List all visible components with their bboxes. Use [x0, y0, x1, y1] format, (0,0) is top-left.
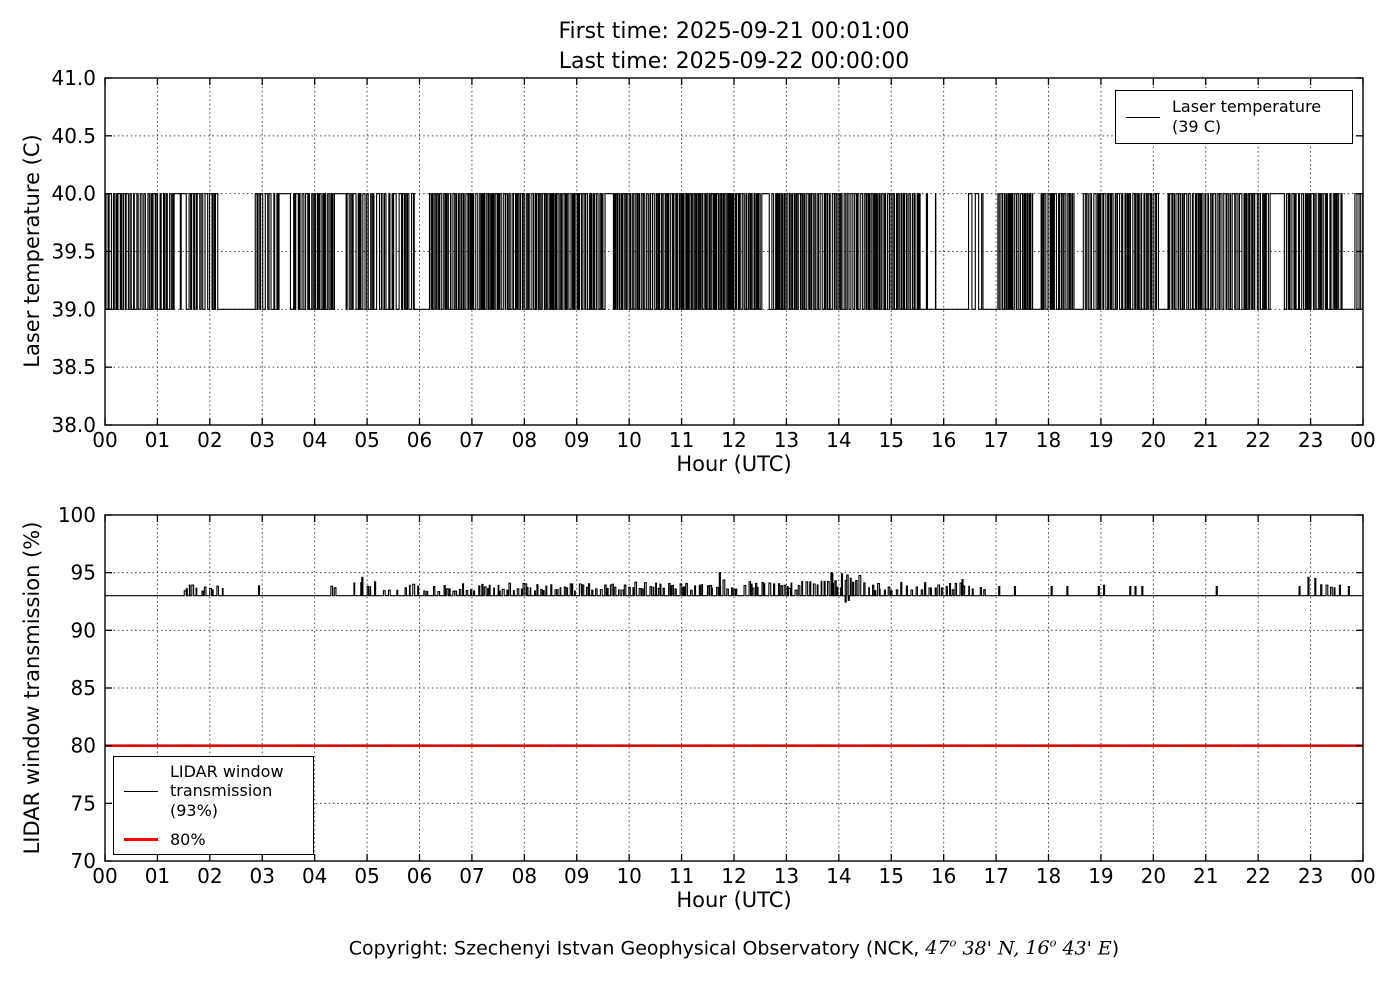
x-tick-label: 17 [983, 428, 1009, 452]
title-first-time: First time: 2025-09-21 00:01:00 [558, 19, 910, 44]
degree-sup: o [949, 936, 957, 950]
x-tick-label: 09 [564, 864, 590, 888]
degree-sup: o [1049, 936, 1057, 950]
top-chart-ylabel: Laser temperature (C) [20, 134, 44, 368]
x-tick-label: 19 [1088, 428, 1114, 452]
y-tick-label: 40.0 [51, 181, 96, 206]
legend-entry-laser-temperature [1126, 97, 1342, 136]
x-tick-label: 15 [878, 864, 904, 888]
black-line-sample-icon [1126, 117, 1160, 118]
x-tick-label: 05 [354, 864, 380, 888]
x-tick-label: 12 [721, 864, 747, 888]
y-tick-label: 70 [70, 849, 96, 873]
x-tick-label: 00 [92, 428, 118, 452]
title-last-time: Last time: 2025-09-22 00:00:00 [558, 49, 910, 75]
x-tick-label: 04 [301, 428, 328, 452]
x-tick-label: 08 [511, 428, 538, 452]
x-tick-label: 03 [249, 864, 275, 888]
x-tick-label: 17 [983, 864, 1009, 888]
x-tick-label: 18 [1035, 864, 1062, 888]
longitude-minutes: 43' E [1056, 937, 1112, 960]
y-tick-label: 80 [70, 733, 96, 758]
legend-label-line: (39 C) [1172, 117, 1222, 136]
x-tick-label: 15 [878, 428, 904, 452]
legend-label [170, 830, 206, 850]
x-tick-label: 11 [668, 428, 695, 452]
x-tick-label: 16 [930, 864, 957, 888]
legend-label-line: transmission [170, 781, 273, 801]
x-tick-label: 14 [826, 864, 852, 888]
x-tick-label: 20 [1140, 428, 1167, 452]
x-tick-label: 05 [354, 428, 380, 452]
y-tick-label: 38.0 [51, 413, 96, 437]
bottom-chart-legend [113, 756, 314, 855]
black-line-sample-icon [124, 791, 158, 792]
x-tick-label: 20 [1140, 864, 1167, 888]
longitude-degrees: 16$^o$ [1025, 936, 1057, 960]
y-tick-label: 39.5 [51, 239, 96, 264]
x-tick-label: 02 [197, 864, 223, 888]
red-line-sample-icon [124, 838, 158, 841]
y-tick-label: 95 [70, 560, 96, 585]
legend-label-line: 80% [170, 829, 206, 849]
legend-entry-80-percent [124, 830, 303, 850]
x-tick-label: 21 [1193, 428, 1219, 452]
x-tick-label: 07 [459, 864, 485, 888]
y-tick-label: 100 [57, 503, 96, 527]
laser-temperature-series [105, 194, 1363, 310]
x-tick-label: 10 [616, 864, 642, 888]
y-tick-label: 39.0 [51, 297, 96, 322]
copyright-text [105, 936, 1363, 959]
x-tick-label: 01 [144, 428, 171, 452]
legend-label-line: Laser temperature [1172, 97, 1322, 117]
x-tick-label: 22 [1245, 428, 1271, 452]
bottom-chart-ylabel: LIDAR window transmission (%) [20, 521, 44, 855]
x-tick-label: 06 [406, 428, 433, 452]
x-tick-label: 14 [826, 428, 852, 452]
x-tick-label: 00 [1350, 428, 1376, 452]
x-tick-label: 04 [301, 864, 328, 888]
latitude-minutes: 38' N, [956, 937, 1026, 960]
x-tick-label: 12 [721, 428, 747, 452]
bottom-chart-xlabel: Hour (UTC) [676, 888, 792, 912]
copyright-suffix: ) [1111, 937, 1120, 960]
x-tick-label: 06 [406, 864, 433, 888]
x-tick-label: 09 [564, 428, 590, 452]
x-tick-label: 13 [773, 428, 800, 452]
x-tick-label: 13 [773, 864, 800, 888]
x-tick-label: 00 [92, 864, 118, 888]
y-tick-label: 85 [70, 676, 96, 700]
x-tick-label: 01 [144, 864, 171, 888]
legend-entry-transmission [124, 762, 303, 821]
y-tick-label: 90 [70, 618, 96, 643]
latitude-degrees: 47$^o$ [925, 936, 957, 960]
x-tick-label: 07 [459, 428, 485, 452]
legend-label [170, 762, 284, 821]
x-tick-label: 00 [1350, 864, 1376, 888]
x-tick-label: 23 [1297, 428, 1324, 452]
x-tick-label: 16 [930, 428, 957, 452]
x-tick-label: 10 [616, 428, 642, 452]
x-tick-label: 03 [249, 428, 275, 452]
x-tick-label: 22 [1245, 864, 1271, 888]
top-chart-legend [1115, 90, 1353, 144]
legend-label-line: LIDAR window [170, 761, 284, 781]
x-tick-label: 21 [1193, 864, 1219, 888]
y-tick-label: 75 [70, 791, 96, 816]
x-tick-label: 18 [1035, 428, 1062, 452]
y-tick-label: 41.0 [51, 66, 96, 90]
figure-title [105, 17, 1363, 78]
x-tick-label: 02 [197, 428, 223, 452]
top-chart-xlabel: Hour (UTC) [676, 452, 792, 476]
x-tick-label: 08 [511, 864, 538, 888]
y-tick-label: 38.5 [51, 355, 96, 380]
x-tick-label: 19 [1088, 864, 1114, 888]
legend-label-line: (93%) [170, 801, 219, 820]
legend-label [1172, 97, 1321, 136]
copyright-prefix: Copyright: Szechenyi Istvan Geophysical Observatory (NCK, [348, 937, 926, 960]
x-tick-label: 23 [1297, 864, 1324, 888]
y-tick-label: 40.5 [51, 123, 96, 148]
x-tick-label: 11 [668, 864, 695, 888]
